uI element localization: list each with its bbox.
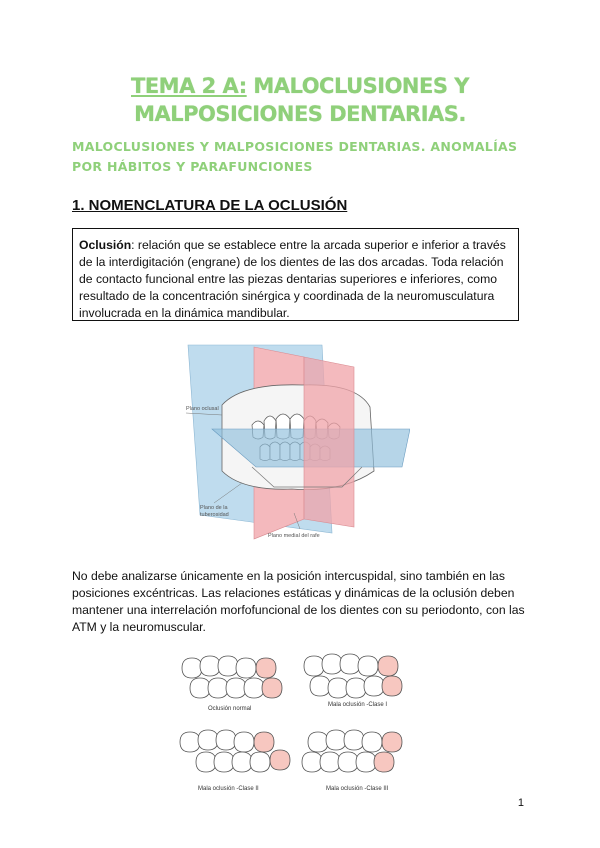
page-number: 1 — [517, 797, 524, 809]
caption-clase-3: Mala oclusión -Clase III — [326, 786, 389, 792]
caption-clase-2: Mala oclusión -Clase II — [198, 786, 259, 792]
normal-occlusion-drawing — [182, 656, 282, 712]
occlusion-classes-figure — [176, 648, 436, 796]
document-subtitle: MALOCLUSIONES Y MALPOSICIONES DENTARIAS. ANOMALÍAS POR HÁBITOS Y PARAFUNCIONES — [72, 139, 518, 174]
pink-medial-plane-front — [304, 357, 354, 527]
caption-oclusion-normal: Oclusión normal — [208, 706, 252, 712]
definition-term: Oclusión — [79, 238, 132, 252]
label-plano-tuberosidad-2: tuberosidad — [200, 512, 229, 518]
class-2-drawing — [180, 730, 290, 792]
caption-clase-1: Mala oclusión -Clase I — [328, 702, 388, 708]
document-title — [60, 72, 540, 128]
definition-box — [72, 228, 519, 321]
section-heading-nomenclatura: 1. NOMENCLATURA DE LA OCLUSIÓN — [72, 197, 348, 214]
class-1-drawing — [304, 654, 402, 708]
occlusion-planes-figure — [182, 343, 410, 543]
title-prefix: TEMA 2 A: — [131, 74, 247, 98]
label-plano-medial-rafe: Plano medial del rafe — [268, 533, 320, 539]
definition-text: : relación que se establece entre la arcada superior e inferior a través de la interdigitación (engrane) de los dientes de las dos arcadas. Toda relación de contacto funcional entre las piezas dentarias superiores e inferiores, como resultado de la concentración sinérgica y coordinada de la neuromusculatura involucrada en la dinámica mandibular. — [79, 238, 506, 320]
label-plano-oclusal: Plano oclusal — [186, 406, 219, 412]
class-3-drawing — [302, 730, 402, 792]
label-plano-tuberosidad-1: Plano de la — [200, 505, 228, 511]
body-paragraph: No debe analizarse únicamente en la posición intercuspidal, sino también en las posiciones excéntricas. Las relaciones estáticas y dinámicas de la oclusión deben mantener una interrelación morfofuncional de los dientes con su periodonto, con las ATM y la neuromuscular. — [72, 569, 525, 634]
title-rest: MALOCLUSIONES Y MALPOSICIONES DENTARIAS. — [134, 74, 469, 126]
